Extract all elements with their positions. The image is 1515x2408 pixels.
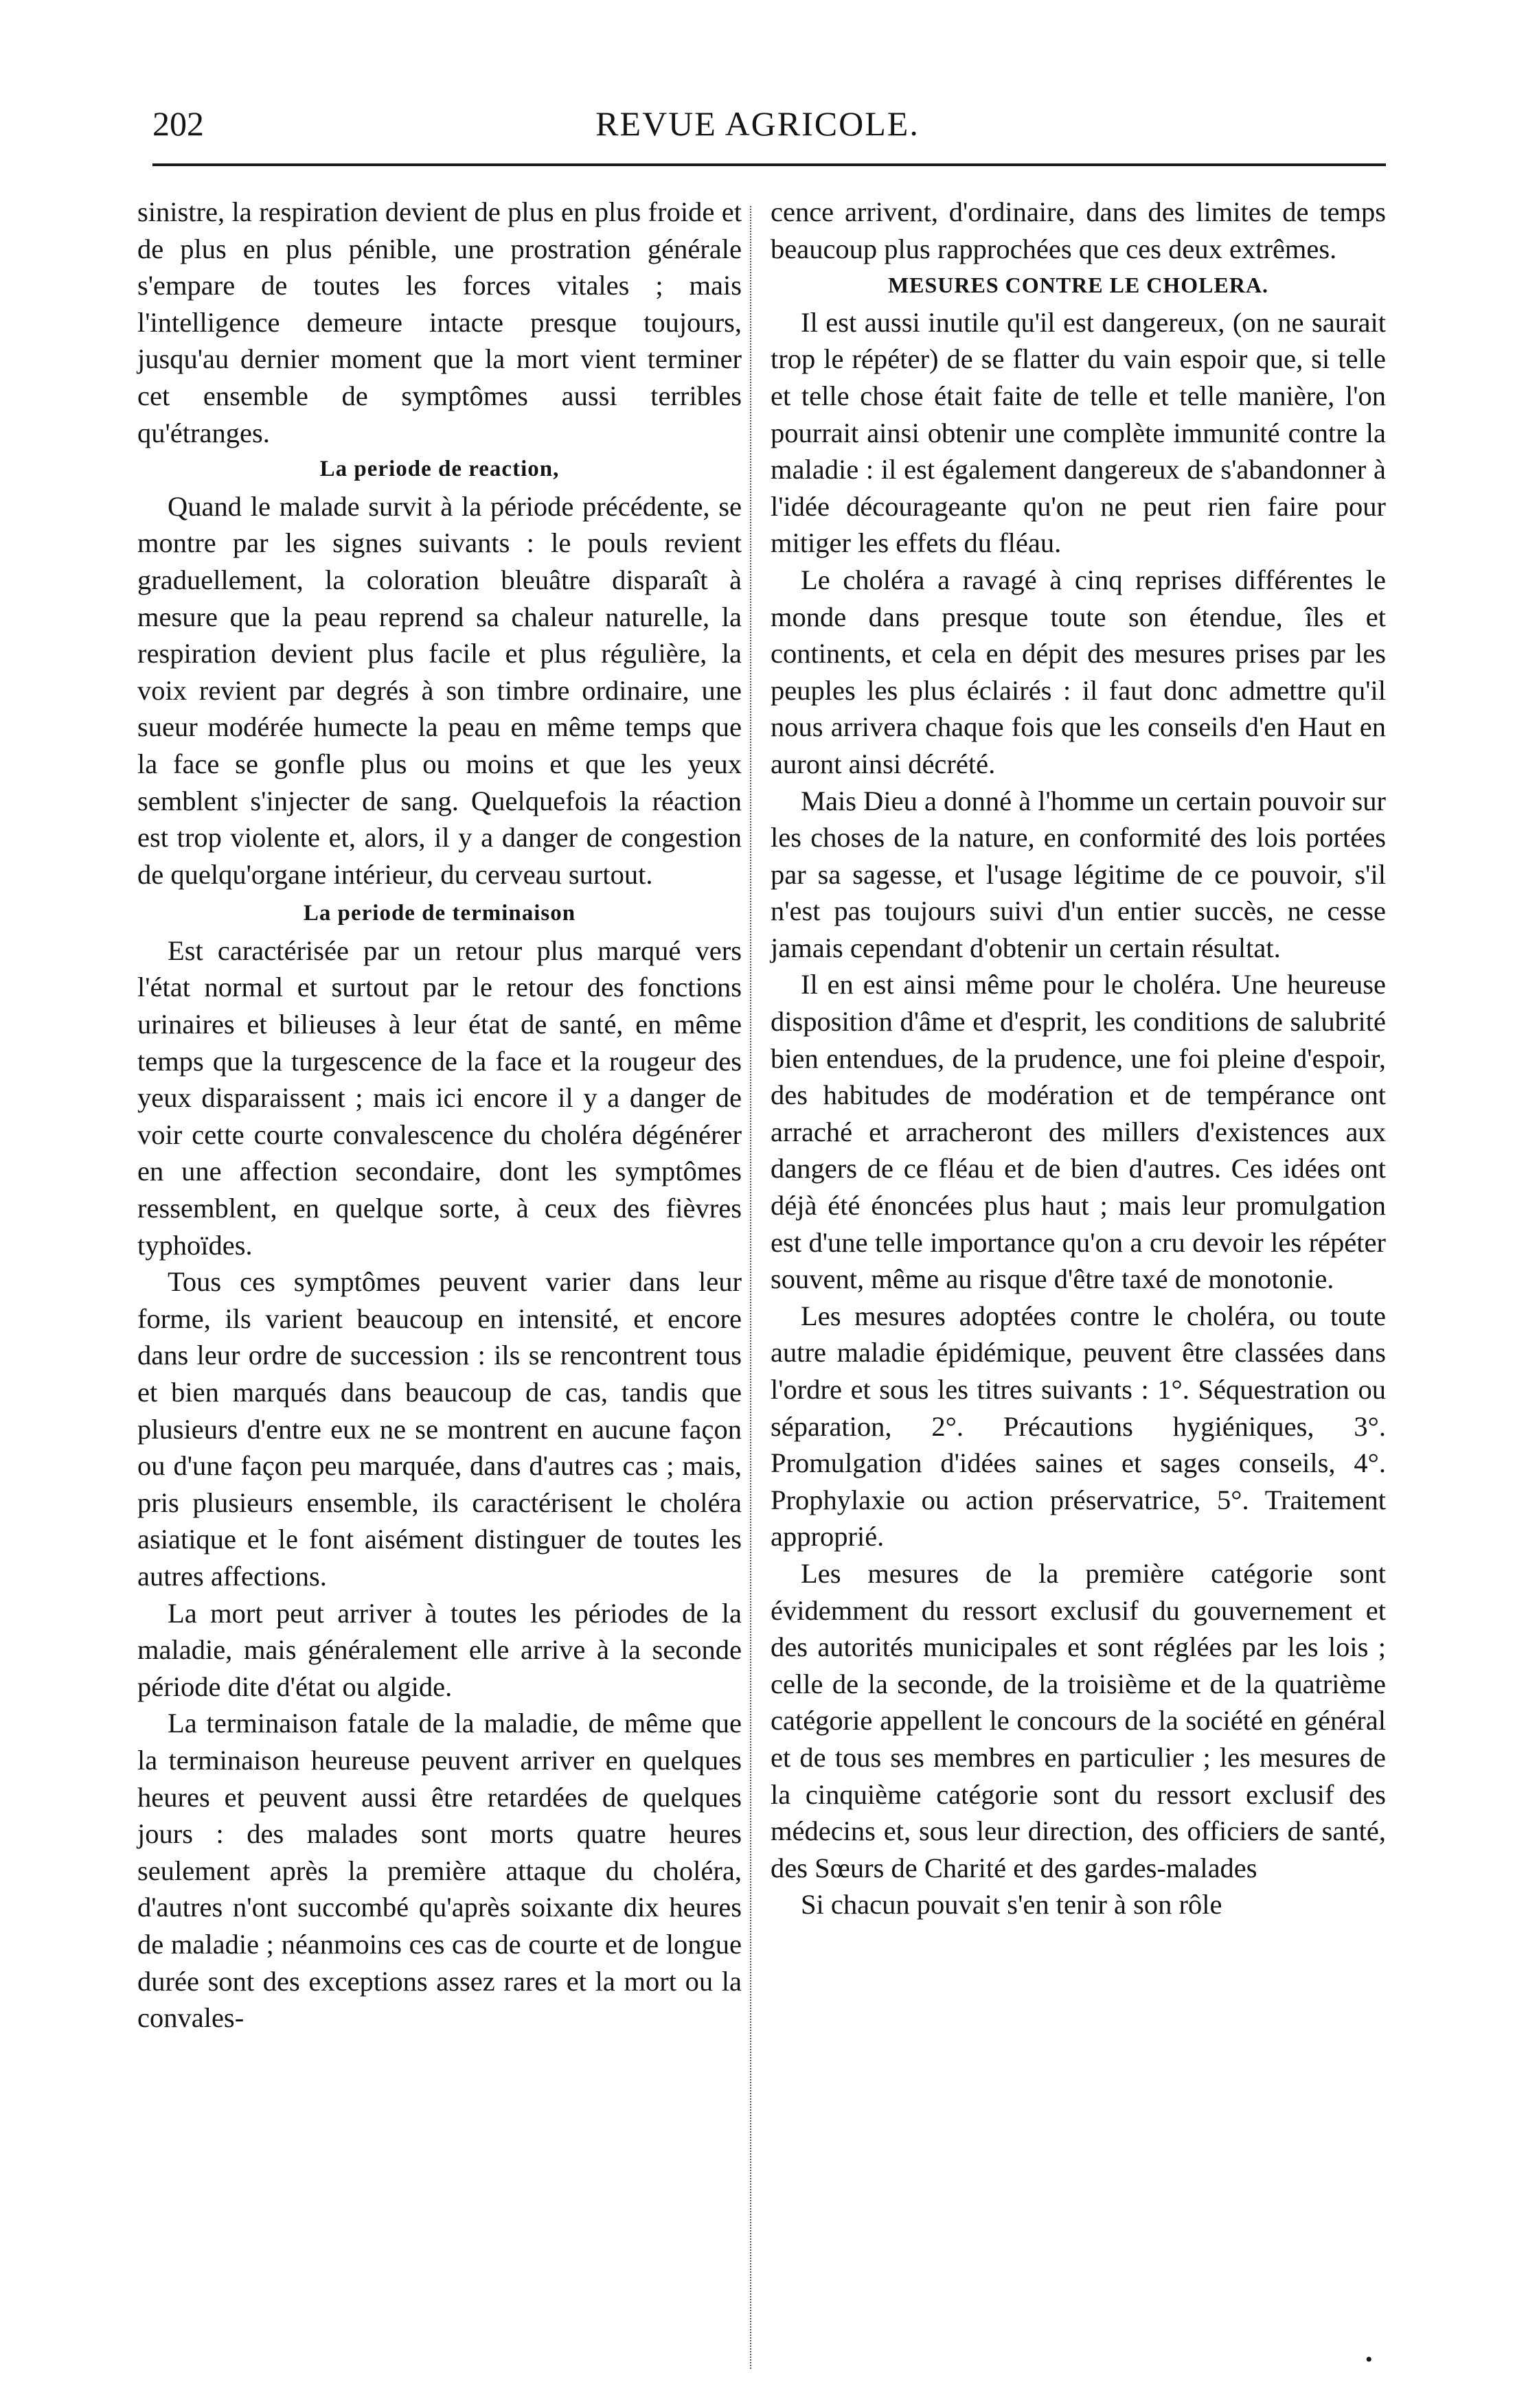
section-heading-terminaison: La periode de terminaison xyxy=(303,901,576,926)
paragraph: cence arrivent, d'ordinaire, dans des limites de temps beaucoup plus rapprochées que ces deux extrêmes. xyxy=(771,196,1386,264)
paragraph: Tous ces symptômes peuvent varier dans leur forme, ils varient beaucoup en intensité, et encore dans leur ordre de succession : ils se rencontrent tous et bien marqués dans beaucoup de cas, tandis que plusieurs d'entre eux ne se montrent en aucune façon ou d'une façon peu marquée, dans d'autres cas ; mais, pris plusieurs ensemble, ils caractérisent le choléra asiatique et le font aisément distinguer de toutes les autres affections. xyxy=(137,1266,742,1592)
paragraph: Mais Dieu a donné à l'homme un certain pouvoir sur les choses de la nature, en conformité des lois portées par sa sagesse, et l'usage légitime de ce pouvoir, s'il n'est pas toujours suivi d'un entier succès, ne cesse jamais cependant d'obtenir un certain résultat. xyxy=(771,785,1386,963)
paragraph: sinistre, la respiration devient de plus en plus froide et de plus en plus pénible, une prostration générale s'empare de toutes les forces vitales ; mais l'intelligence demeure intacte presque toujours, jusqu'au dernier moment que la mort vient terminer cet ensemble de symptômes aussi terribles qu'étranges. xyxy=(137,196,742,448)
column-divider xyxy=(750,206,751,2369)
paragraph: Les mesures adoptées contre le choléra, ou toute autre maladie épidémique, peuvent être classées dans l'ordre et sous les titres suivants : 1°. Séquestration ou séparation, 2°. Précautions hygiéniques, 3°. Promulgation d'idées saines et sages conseils, 4°. Prophylaxie ou action préservatrice, 5°. Traitement approprié. xyxy=(771,1300,1386,1552)
paragraph: Il en est ainsi même pour le choléra. Une heureuse disposition d'âme et d'esprit, les conditions de salubrité bien entendues, de la prudence, une foi pleine d'espoir, des habitudes de modération et de tempérance ont arraché et arracheront des millers d'existences aux dangers de ce fléau et de bien d'autres. Ces idées ont déjà été énoncées plus haut ; mais leur promulgation est d'une telle importance qu'on a cru devoir les répéter souvent, même au risque d'être taxé de monotonie. xyxy=(771,969,1386,1295)
page-number: 202 xyxy=(152,104,204,143)
section-heading-mesures: MESURES CONTRE LE CHOLERA. xyxy=(887,273,1269,298)
paragraph: Il est aussi inutile qu'il est dangereux, (on ne saurait trop le répéter) de se flatter du vain espoir que, si telle et telle chose était faite de telle et telle manière, l'on pourrait ainsi obtenir une complète immunité contre la maladie : il est également dangereux de s'abandonner à l'idée décourageante qu'on ne peut rien faire pour mitiger les effets du fléau. xyxy=(771,306,1386,559)
right-column xyxy=(771,194,1386,1923)
paragraph: Si chacun pouvait s'en tenir à son rôle xyxy=(801,1889,1222,1920)
left-column xyxy=(137,194,742,2037)
paragraph: La terminaison fatale de la maladie, de même que la terminaison heureuse peuvent arriver en quelques heures et peuvent aussi être retardées de quelques jours : des malades sont morts quatre heures seulement après la première attaque du choléra, d'autres n'ont succombé qu'après soixante dix heures de maladie ; néanmoins ces cas de courte et de longue durée sont des exceptions assez rares et la mort ou la convales- xyxy=(137,1708,742,2034)
paragraph: Le choléra a ravagé à cinq reprises différentes le monde dans presque toute son étendue, îles et continents, et cela en dépit des mesures prises par les peuples les plus éclairés : il faut donc admettre qu'il nous arrivera chaque fois que les conseils d'en Haut en auront ainsi décrété. xyxy=(771,564,1386,779)
paragraph: Est caractérisée par un retour plus marqué vers l'état normal et surtout par le retour des fonctions urinaires et bilieuses à leur état de santé, en même temps que la turgescence de la face et la rougeur des yeux disparaissent ; mais ici encore il y a danger de voir cette courte convalescence du choléra dégénérer en une affection secondaire, dont les symptômes ressemblent, en quelque sorte, à ceux des fièvres typhoïdes. xyxy=(137,934,742,1261)
paragraph: La mort peut arriver à toutes les périodes de la maladie, mais généralement elle arrive à la seconde période dite d'état ou algide. xyxy=(137,1597,742,1702)
paragraph: Les mesures de la première catégorie sont évidemment du ressort exclusif du gouvernement et des autorités municipales et sont réglées par les lois ; celle de la seconde, de la troisième et de la quatrième catégorie appellent le concours de la société en général et de tous ses membres en particulier ; les mesures de la cinquième catégorie sont du ressort exclusif des médecins et, sous leur direction, des officiers de santé, des Sœurs de Charité et des gardes-malades xyxy=(771,1557,1386,1883)
header-rule xyxy=(152,163,1386,166)
section-heading-reaction: La periode de reaction, xyxy=(319,457,560,482)
running-title: REVUE AGRICOLE. xyxy=(595,104,920,143)
footer-mark: • xyxy=(1365,2348,1373,2371)
paragraph: Quand le malade survit à la période précédente, se montre par les signes suivants : le pouls revient graduellement, la coloration bleuâtre disparaît à mesure que la peau reprend sa chaleur naturelle, la respiration devient plus facile et plus régulière, la voix revient par degrés à son timbre ordinaire, une sueur modérée humecte la peau en même temps que la face se gonfle plus ou moins et que les yeux semblent s'injecter de sang. Quelquefois la réaction est trop violente et, alors, il y a danger de congestion de quelqu'organe intérieur, du cerveau surtout. xyxy=(137,490,742,890)
